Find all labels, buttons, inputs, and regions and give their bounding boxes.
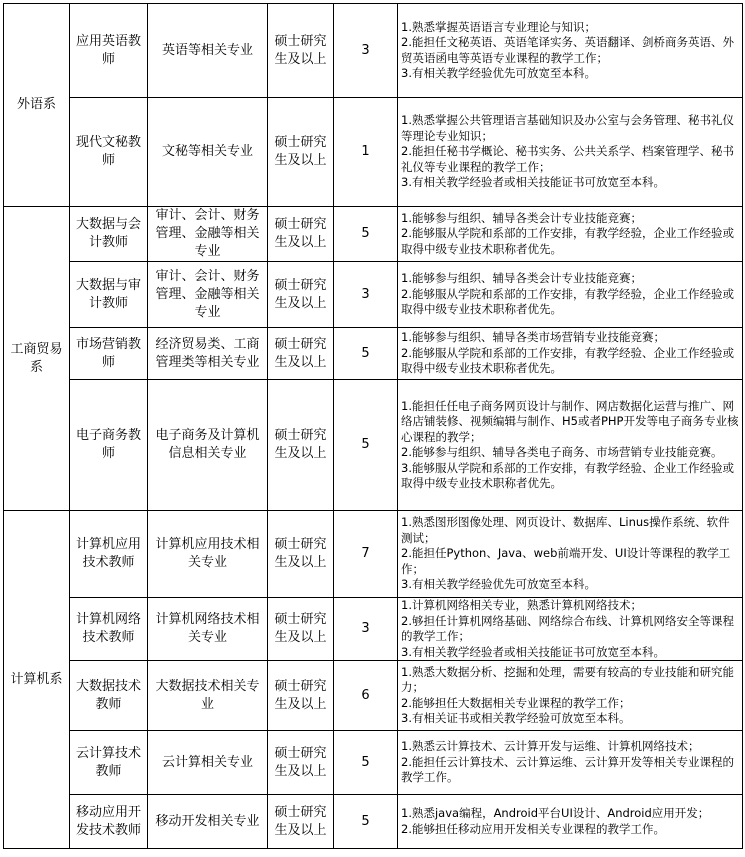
requirement-line: 2.能够参与组织、辅导各类电子商务、市场营销专业技能竞赛。 — [401, 445, 723, 459]
table-row — [4, 4, 743, 98]
job-requirements — [398, 207, 743, 262]
requirement-line: 3.有相关教学经验者或相关技能证书可放宽至本科。 — [401, 175, 665, 190]
education-requirement: 硕士研究生及以上 — [268, 98, 334, 207]
hire-count: 5 — [334, 207, 398, 262]
position-title: 大数据与会计教师 — [70, 207, 148, 262]
education-requirement: 硕士研究生及以上 — [268, 328, 334, 380]
requirement-line: 3.有相关教学经验者或相关技能证书可放宽至本科。 — [401, 644, 665, 659]
table-row — [4, 661, 743, 731]
major-requirement: 英语等相关专业 — [148, 4, 268, 98]
hire-count: 5 — [334, 328, 398, 380]
requirement-line: 1.熟悉掌握英语语言专业理论与知识； — [401, 19, 596, 34]
education-requirement: 硕士研究生及以上 — [268, 511, 334, 598]
table-row — [4, 328, 743, 380]
position-title: 计算机应用技术教师 — [70, 511, 148, 598]
table-row — [4, 207, 743, 262]
table-row — [4, 598, 743, 661]
table-row — [4, 511, 743, 598]
major-requirement: 计算机网络技术相关专业 — [148, 598, 268, 661]
position-title: 云计算技术教师 — [70, 731, 148, 795]
job-requirements — [398, 795, 743, 849]
major-requirement: 云计算相关专业 — [148, 731, 268, 795]
requirement-line: 2.能够担任大数据相关专业课程的教学工作； — [401, 695, 631, 710]
job-requirements — [398, 731, 743, 795]
hire-count: 3 — [334, 262, 398, 328]
table-row — [4, 731, 743, 795]
job-requirements — [398, 98, 743, 207]
hire-count: 3 — [334, 598, 398, 661]
requirement-line: 1.熟悉大数据分析、挖掘和处理，需要有较高的专业技能和研究能力； — [401, 664, 734, 694]
job-requirements — [398, 4, 743, 98]
position-title: 应用英语教师 — [70, 4, 148, 98]
requirement-line: 3.能够服从学院和系部的工作安排，有教学经验、企业工作经验或取得中级专业技术职称者优先。 — [401, 460, 734, 490]
requirement-line: 2.够担任计算机网络基础、网络综合布线、计算机网络安全等课程的教学工作； — [401, 613, 734, 643]
position-title: 计算机网络技术教师 — [70, 598, 148, 661]
education-requirement: 硕士研究生及以上 — [268, 262, 334, 328]
requirement-line: 1.能够参与组织、辅导各类市场营销专业技能竞赛； — [401, 330, 665, 345]
education-requirement: 硕士研究生及以上 — [268, 380, 334, 511]
education-requirement: 硕士研究生及以上 — [268, 4, 334, 98]
requirement-line: 1.熟悉云计算技术、云计算开发与运维、计算机网络技术； — [401, 739, 700, 754]
requirement-line: 2.能担任Python、Java、web前端开发、UI设计等课程的教学工作； — [401, 546, 731, 576]
major-requirement: 大数据技术相关专业 — [148, 661, 268, 731]
education-requirement: 硕士研究生及以上 — [268, 661, 334, 731]
table-row — [4, 795, 743, 849]
education-requirement: 硕士研究生及以上 — [268, 731, 334, 795]
table-row — [4, 380, 743, 511]
job-requirements — [398, 262, 743, 328]
department-name: 计算机系 — [4, 511, 70, 849]
hire-count: 5 — [334, 731, 398, 795]
education-requirement: 硕士研究生及以上 — [268, 207, 334, 262]
table-row — [4, 98, 743, 207]
education-requirement: 硕士研究生及以上 — [268, 598, 334, 661]
requirement-line: 2.能够服从学院和系部的工作安排，有教学经验，企业工作经验或取得中级专业技术职称者优先。 — [401, 226, 734, 256]
recruitment-table — [3, 3, 743, 849]
requirement-line: 2.能担任文秘英语、英语笔译实务、英语翻译、剑桥商务英语、外贸英语函电等英语专业课程的教学工作； — [401, 35, 734, 65]
hire-count: 5 — [334, 795, 398, 849]
requirement-line: 2.能担任云计算技术、云计算运维、云计算开发等相关专业课程的教学工作。 — [401, 754, 734, 785]
education-requirement: 硕士研究生及以上 — [268, 795, 334, 849]
requirement-line: 2.能够服从学院和系部的工作安排，有教学经验，企业工作经验或取得中级专业技术职称者优先。 — [401, 286, 734, 317]
requirement-line: 3.有相关教学经验优先可放宽至本科。 — [401, 66, 596, 80]
requirement-line: 2.能担任秘书学概论、秘书实务、公共关系学、档案管理学、秘书礼仪等专业课程的教学工作； — [401, 144, 734, 174]
position-title: 现代文秘教师 — [70, 98, 148, 207]
major-requirement: 审计、会计、财务管理、金融等相关专业 — [148, 262, 268, 328]
requirement-line: 3.有相关教学经验优先可放宽至本科。 — [401, 577, 596, 592]
hire-count: 6 — [334, 661, 398, 731]
requirement-line: 1.熟悉java编程，Android平台UI设计、Android应用开发； — [401, 806, 710, 820]
requirement-line: 1.计算机网络相关专业，熟悉计算机网络技术； — [401, 598, 642, 612]
job-requirements — [398, 380, 743, 511]
position-title: 大数据技术教师 — [70, 661, 148, 731]
major-requirement: 电子商务及计算机信息相关专业 — [148, 380, 268, 511]
major-requirement: 计算机应用技术相关专业 — [148, 511, 268, 598]
requirement-line: 3.有相关证书或相关教学经验可放宽至本科。 — [401, 711, 631, 725]
department-name: 外语系 — [4, 4, 70, 207]
hire-count: 5 — [334, 380, 398, 511]
requirement-line: 1.能够参与组织、辅导各类会计专业技能竞赛； — [401, 210, 642, 225]
major-requirement: 经济贸易类、工商管理类等相关专业 — [148, 328, 268, 380]
job-requirements — [398, 598, 743, 661]
job-requirements — [398, 328, 743, 380]
department-name: 工商贸易系 — [4, 207, 70, 511]
requirement-line: 2.能够服从学院和系部的工作安排，有教学经验、企业工作经验或取得中级专业技术职称者优先。 — [401, 345, 734, 376]
position-title: 大数据与审计教师 — [70, 262, 148, 328]
position-title: 移动应用开发技术教师 — [70, 795, 148, 849]
requirement-line: 1.能够参与组织、辅导各类会计专业技能竞赛； — [401, 271, 642, 286]
table-row — [4, 262, 743, 328]
job-requirements — [398, 661, 743, 731]
position-title: 电子商务教师 — [70, 380, 148, 511]
requirement-line: 1.熟悉掌握公共管理语言基础知识及办公室与会务管理、秘书礼仪等理论专业知识； — [401, 113, 734, 143]
hire-count: 3 — [334, 4, 398, 98]
major-requirement: 文秘等相关专业 — [148, 98, 268, 207]
requirement-line: 2.能够担任移动应用开发相关专业课程的教学工作。 — [401, 821, 665, 836]
requirement-line: 1.熟悉图形图像处理、网页设计、数据库、Linus操作系统、软件测试； — [401, 515, 730, 545]
major-requirement: 审计、会计、财务管理、金融等相关专业 — [148, 207, 268, 262]
hire-count: 7 — [334, 511, 398, 598]
major-requirement: 移动开发相关专业 — [148, 795, 268, 849]
job-requirements — [398, 511, 743, 598]
position-title: 市场营销教师 — [70, 328, 148, 380]
hire-count: 1 — [334, 98, 398, 207]
requirement-line: 1.能担任任电子商务网页设计与制作、网店数据化运营与推广、网络店铺装修、视频编辑与制作、H5或者PHP开发等电子商务专业核心课程的教学； — [401, 398, 739, 444]
